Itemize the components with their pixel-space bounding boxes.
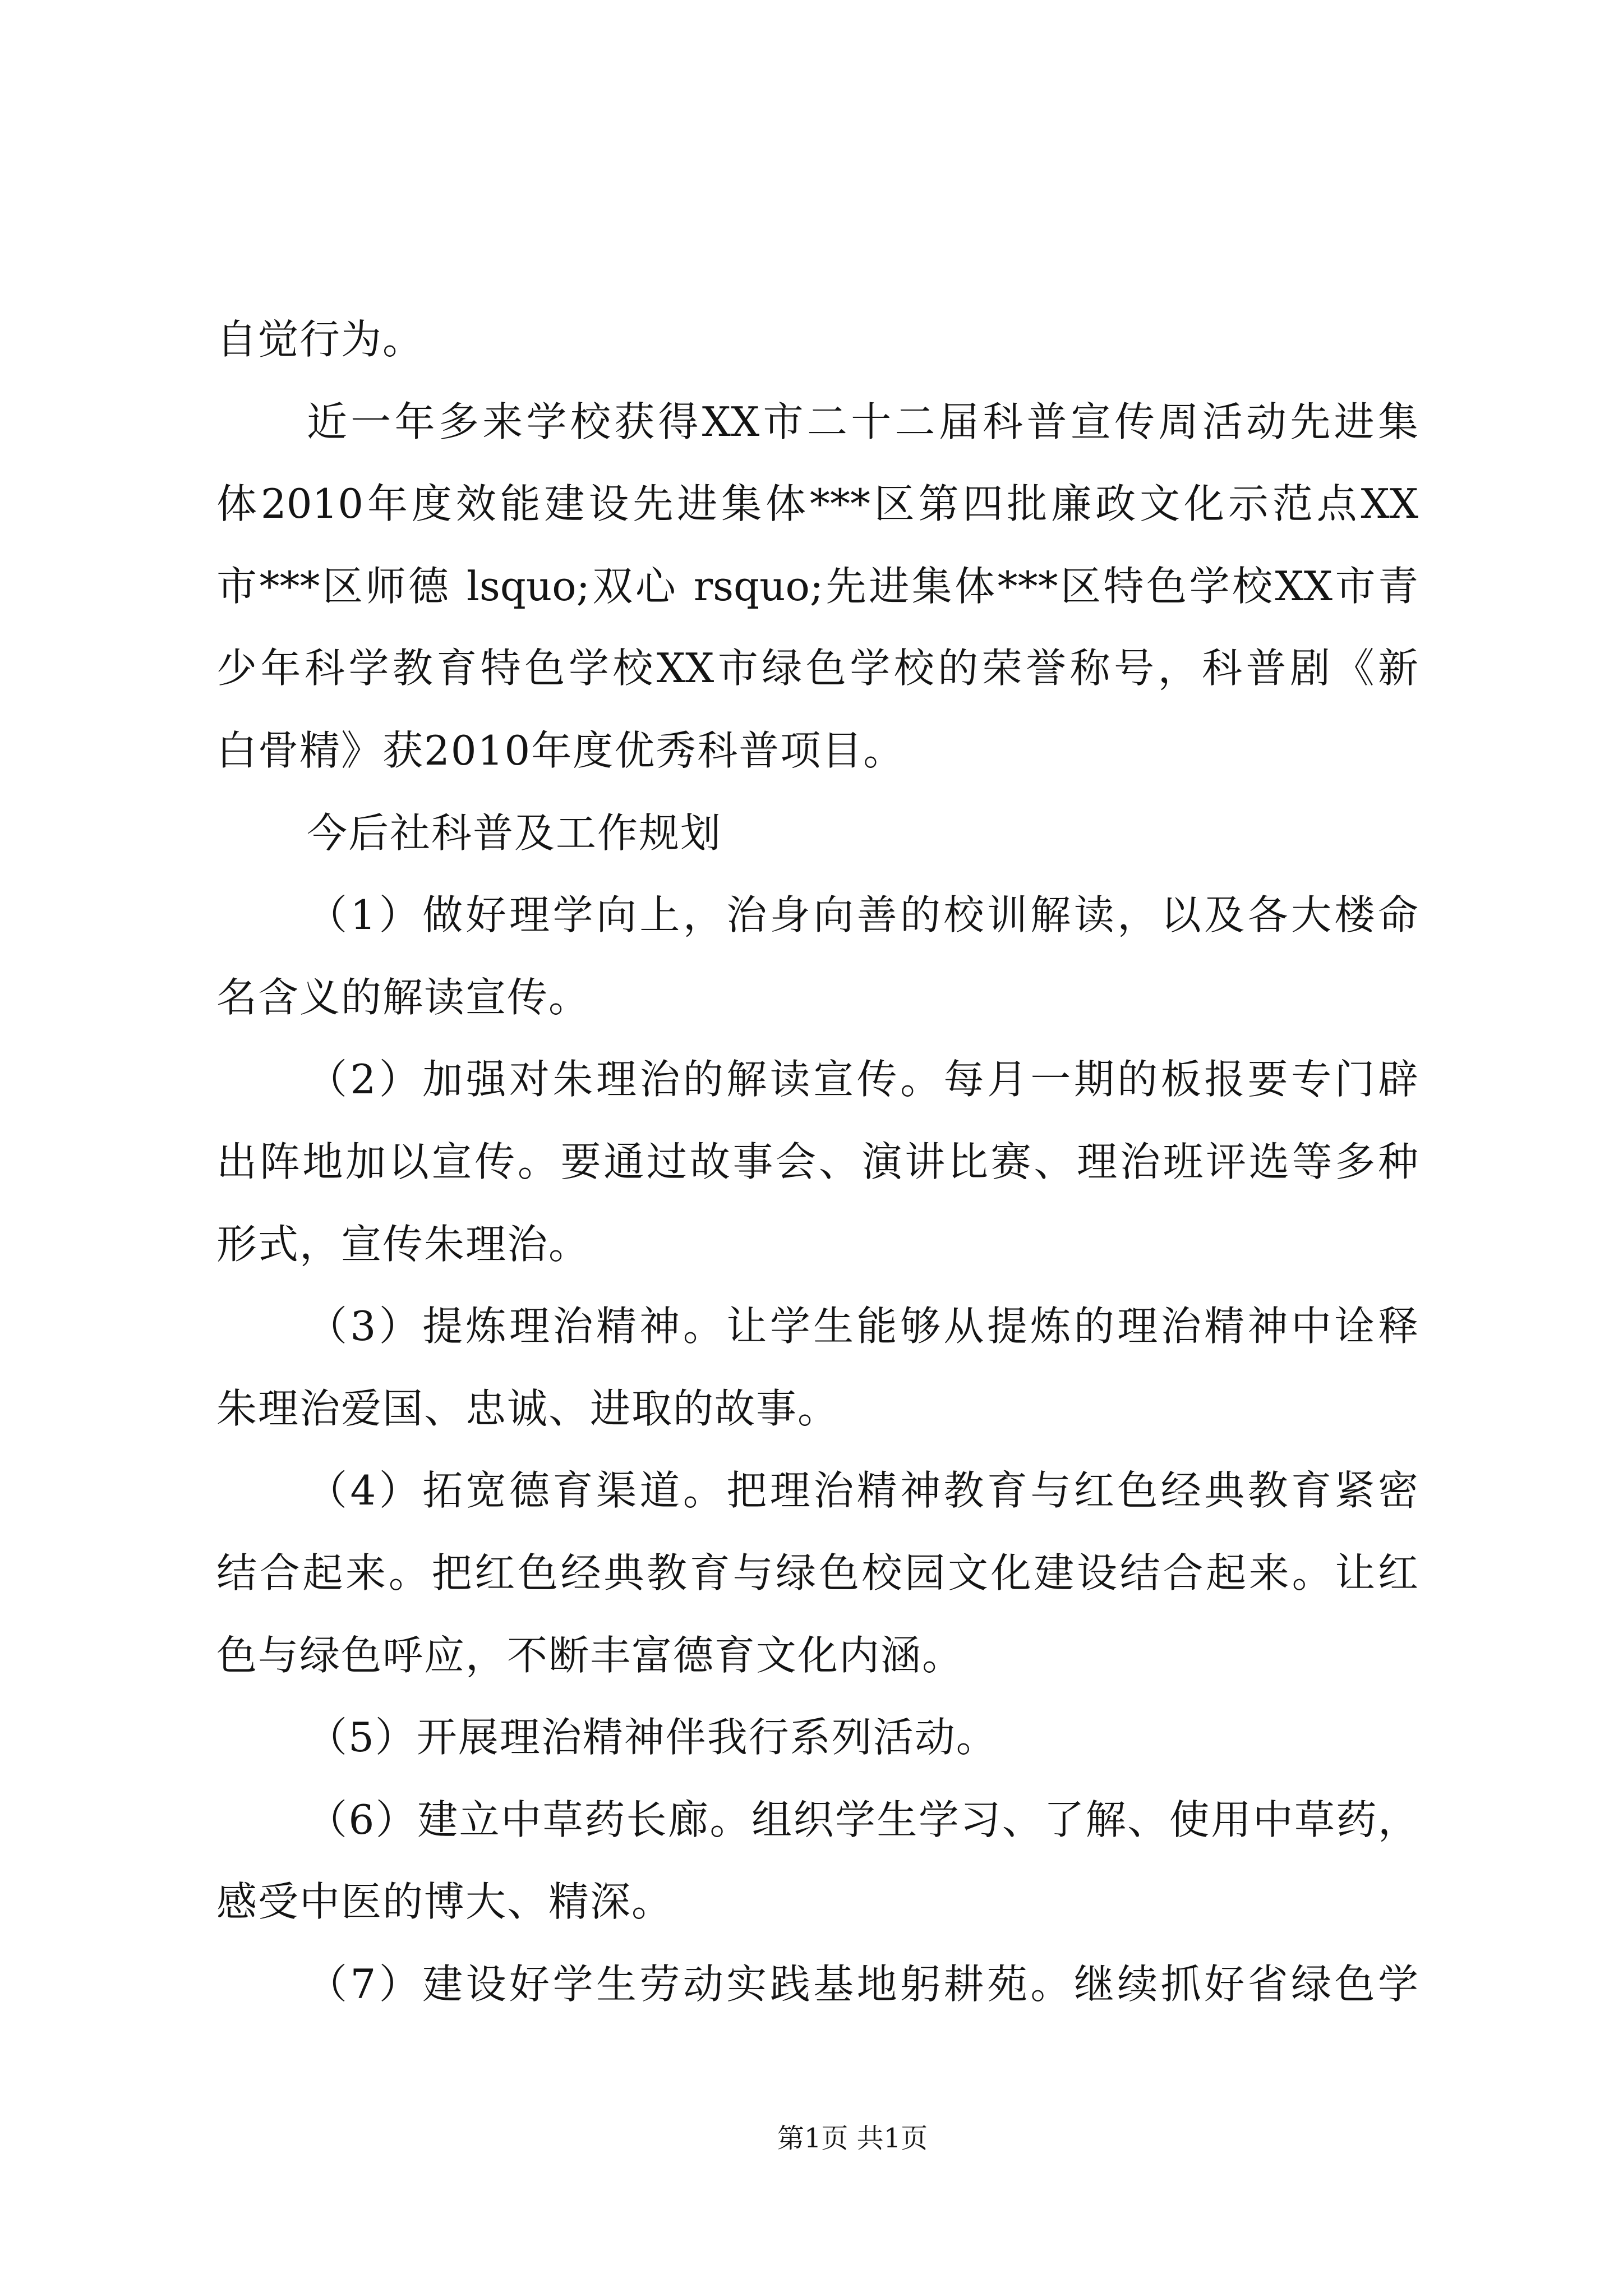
paragraph: [216, 298, 1418, 381]
paragraph: [216, 1943, 1418, 2026]
paragraph: [216, 874, 1418, 1038]
paragraph: [216, 1450, 1418, 1696]
page-footer: 第1页 共1页: [777, 2123, 928, 2154]
paragraph: [216, 1285, 1418, 1450]
paragraph: [216, 381, 1418, 792]
text-line: （6）建立中草药长廊。组织学生学习、了解、使用中草药，: [307, 1796, 1418, 1843]
text-line: （7）建设好学生劳动实践基地躬耕苑。继续抓好省绿色学: [307, 1960, 1418, 2008]
text-line: 少年科学教育特色学校XX市绿色学校的荣誉称号，科普剧《新: [216, 645, 1418, 692]
text-line: 结合起来。把红色经典教育与绿色校园文化建设结合起来。让红: [216, 1549, 1418, 1596]
text-line: 感受中医的博大、精深。: [216, 1878, 674, 1926]
text-line: 出阵地加以宣传。要通过故事会、演讲比赛、理治班评选等多种: [216, 1138, 1418, 1185]
text-line: 形式，宣传朱理治。: [216, 1220, 591, 1268]
text-line: 体2010年度效能建设先进集体***区第四批廉政文化示范点XX: [216, 480, 1418, 528]
paragraph: [216, 1779, 1418, 1943]
section-heading: 今后社科普及工作规划: [307, 809, 722, 857]
text-line: 自觉行为。: [216, 316, 425, 363]
text-line: （2）加强对朱理治的解读宣传。每月一期的板报要专门辟: [307, 1056, 1418, 1103]
paragraph: [216, 792, 1418, 875]
body-text: [216, 298, 1418, 2025]
text-line: 近一年多来学校获得XX市二十二届科普宣传周活动先进集: [307, 398, 1418, 445]
text-line: 市***区师德 lsquo;双心 rsquo;先进集体***区特色学校XX市青: [216, 562, 1418, 610]
text-line: （1）做好理学向上，治身向善的校训解读，以及各大楼命: [307, 891, 1418, 939]
text-line: 色与绿色呼应，不断丰富德育文化内涵。: [216, 1631, 964, 1679]
paragraph: [216, 1696, 1418, 1779]
text-line: 名含义的解读宣传。: [216, 973, 591, 1021]
paragraph: [216, 1038, 1418, 1285]
text-line: （4）拓宽德育渠道。把理治精神教育与红色经典教育紧密: [307, 1467, 1418, 1515]
text-line: （5）开展理治精神伴我行系列活动。: [307, 1714, 998, 1761]
text-line: 白骨精》获2010年度优秀科普项目。: [216, 726, 905, 774]
text-line: 朱理治爱国、忠诚、进取的故事。: [216, 1384, 840, 1432]
text-line: （3）提炼理治精神。让学生能够从提炼的理治精神中诠释: [307, 1303, 1418, 1350]
